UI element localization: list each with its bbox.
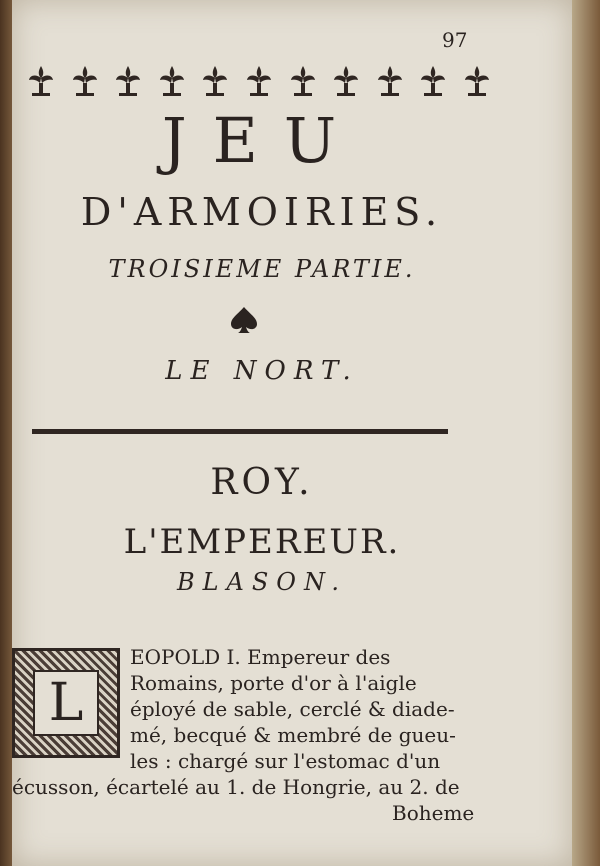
title-jeu: JEU — [161, 104, 363, 177]
body-line: écusson, écartelé au 1. de Hongrie, au 2. de — [12, 775, 460, 799]
page-edge — [572, 0, 600, 866]
title-blason: BLASON. — [176, 568, 348, 596]
drop-cap-ornament — [12, 648, 120, 758]
fleuron-icon — [111, 63, 145, 99]
title-le-nort: LE NORT. — [165, 356, 359, 386]
title-armoiries: D'ARMOIRIES. — [80, 190, 444, 234]
title-empereur: L'EMPEREUR. — [123, 522, 401, 562]
divider-rule — [32, 429, 448, 434]
fleuron-icon — [68, 63, 102, 99]
fleuron-icon — [242, 63, 276, 99]
title-roy: ROY. — [210, 462, 314, 503]
body-line: Romains, porte d'or à l'aigle — [130, 671, 417, 695]
fleuron-icon — [460, 63, 494, 99]
fleuron-icon — [416, 63, 450, 99]
fleuron-icon — [373, 63, 407, 99]
drop-cap-letter: L — [33, 670, 99, 736]
book-page — [12, 0, 572, 866]
fleuron-icon — [24, 63, 58, 99]
page-number: 97 — [442, 28, 468, 52]
fleuron-icon — [155, 63, 189, 99]
body-line: EOPOLD I. Empereur des — [130, 645, 391, 669]
body-line: mé, becqué & membré de gueu- — [130, 723, 456, 747]
fleuron-icon — [329, 63, 363, 99]
fleuron-icon — [286, 63, 320, 99]
body-line: les : chargé sur l'estomac d'un — [130, 749, 441, 773]
title-partie: TROISIEME PARTIE. — [108, 255, 416, 283]
body-line-catchword: Boheme — [392, 801, 475, 825]
fleuron-ornament-band — [24, 60, 494, 102]
body-line: éployé de sable, cerclé & diade- — [130, 697, 455, 721]
spade-icon — [228, 305, 260, 335]
fleuron-icon — [198, 63, 232, 99]
